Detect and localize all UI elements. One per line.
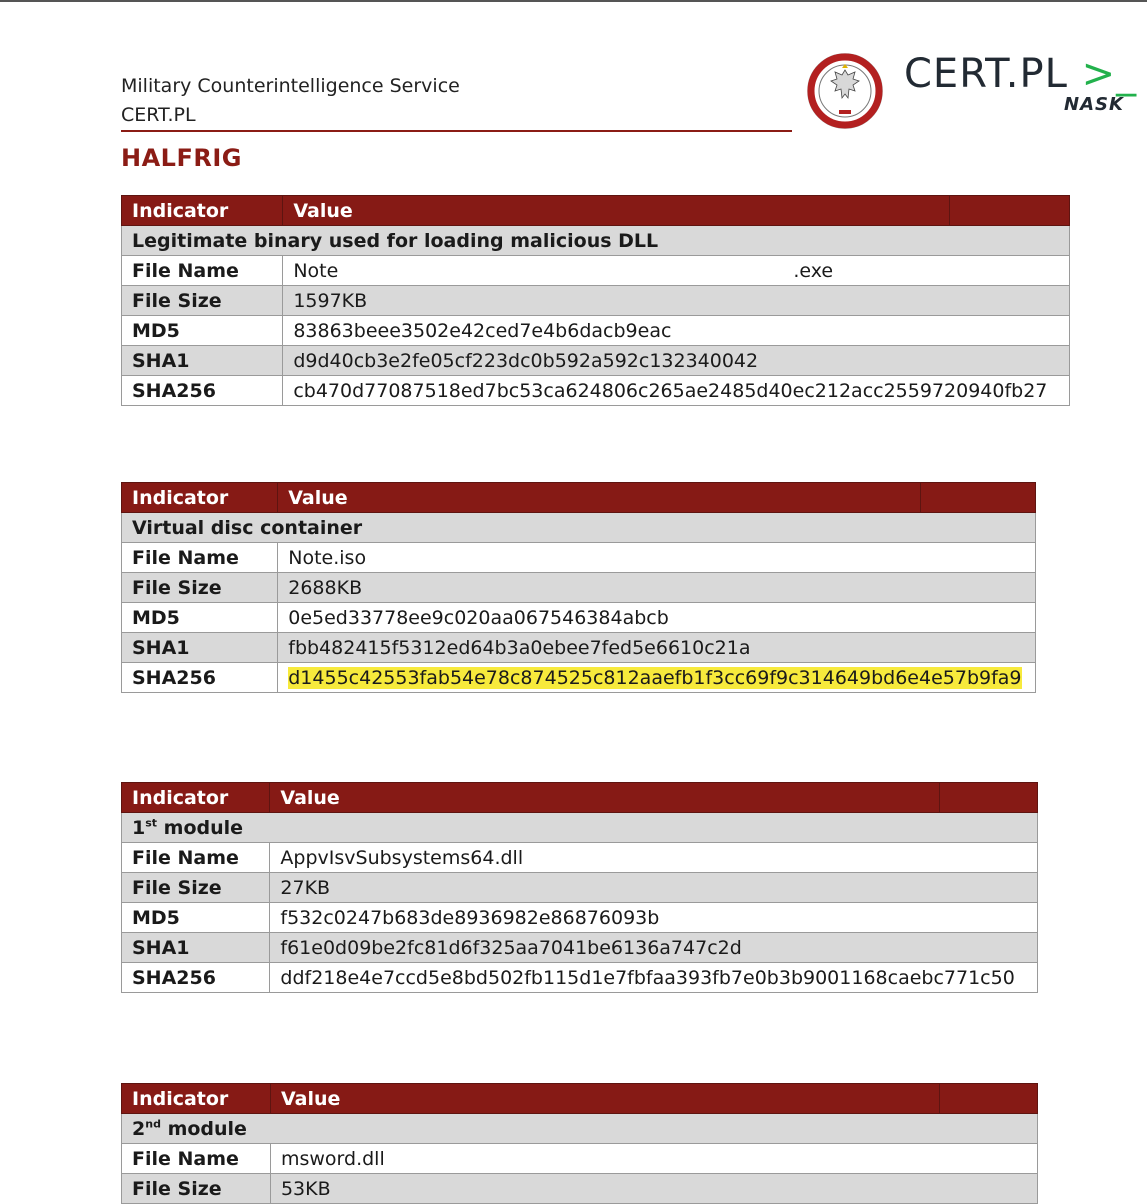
row-label: File Name [122,1144,271,1174]
ioc-table-2 [121,482,1036,693]
table-row [122,1174,1038,1204]
value-header: Value [283,196,950,226]
section-title [122,813,1038,843]
table-row [122,663,1036,693]
table-row [122,933,1038,963]
section-text: module [157,816,244,839]
nask-logo-text: NASK [1064,94,1124,115]
row-label: File Size [122,573,278,603]
md5-value: 0e5ed33778ee9c020aa067546384abcb [278,603,1036,633]
md5-value: f532c0247b683de8936982e86876093b [270,903,1038,933]
highlighted-hash: d1455c42553fab54e78c874525c812aaefb1f3cc69f9c314649bd6e4e57b9fa9 [288,666,1022,689]
table-row [122,603,1036,633]
file-size-value: 53KB [270,1174,1037,1204]
indicator-header: Indicator [122,1084,271,1114]
header-spacer [921,483,1036,513]
table-row [122,963,1038,993]
table-row [122,1144,1038,1174]
top-border [0,0,1147,2]
row-label: SHA1 [122,346,283,376]
sha1-value: fbb482415f5312ed64b3a0ebee7fed5e6610c21a [278,633,1036,663]
row-label: File Size [122,873,270,903]
section-text: module [160,1117,247,1140]
cert-logo-prompt: >_ [1081,51,1138,97]
section-row [122,226,1070,256]
table-row [122,573,1036,603]
sha256-value: ddf218e4e7ccd5e8bd502fb115d1e7fbfaa393fb7e0b3b9001168caebc771c50 [270,963,1038,993]
md5-value: 83863beee3502e42ced7e4b6dacb9eac [283,316,1070,346]
ioc-table-4 [121,1083,1038,1204]
table-header-row [122,1084,1038,1114]
indicator-header: Indicator [122,783,270,813]
row-label: File Size [122,1174,271,1204]
section-title: Legitimate binary used for loading malicious DLL [122,226,1070,256]
ioc-table-1 [121,195,1070,406]
cert-pl-logo [904,50,1138,115]
header-spacer [940,783,1038,813]
value-header: Value [270,783,940,813]
table-header-row [122,196,1070,226]
table-row [122,843,1038,873]
row-label: MD5 [122,903,270,933]
section-ordinal: st [145,816,158,830]
row-label: MD5 [122,316,283,346]
section-title [122,1114,1038,1144]
row-label: File Size [122,286,283,316]
sha256-value: cb470d77087518ed7bc53ca624806c265ae2485d40ec212acc2559720940fb27 [283,376,1070,406]
file-size-value: 1597KB [283,286,1070,316]
table-header-row [122,783,1038,813]
section-number: 1 [132,816,146,839]
sha256-value [278,663,1036,693]
file-name-prefix: Note [293,259,339,282]
indicator-header: Indicator [122,196,283,226]
row-label: SHA1 [122,633,278,663]
sha1-value: d9d40cb3e2fe05cf223dc0b592a592c132340042 [283,346,1070,376]
file-name-value: AppvIsvSubsystems64.dll [270,843,1038,873]
table-row [122,346,1070,376]
value-header: Value [278,483,921,513]
section-ordinal: nd [145,1117,161,1131]
ioc-table-3 [121,782,1038,993]
value-header: Value [270,1084,939,1114]
sha1-value: f61e0d09be2fc81d6f325aa7041be6136a747c2d [270,933,1038,963]
file-size-value: 27KB [270,873,1038,903]
table-header-row [122,483,1036,513]
table-row [122,903,1038,933]
file-size-value: 2688KB [278,573,1036,603]
row-label: SHA1 [122,933,270,963]
row-label: File Name [122,843,270,873]
table-row [122,286,1070,316]
section-row [122,813,1038,843]
header-spacer [950,196,1070,226]
organization-block [121,72,460,130]
table-row [122,316,1070,346]
section-number: 2 [132,1117,146,1140]
table-row [122,543,1036,573]
header-divider [121,130,792,132]
row-label: SHA256 [122,963,270,993]
header-spacer [940,1084,1038,1114]
table-row [122,256,1070,286]
file-name-suffix: .exe [793,259,834,282]
file-name-value: msword.dll [270,1144,1037,1174]
org-name: Military Counterintelligence Service [121,75,460,97]
indicator-header: Indicator [122,483,278,513]
cert-logo-text: CERT.PL [904,51,1068,97]
file-name-value: Note.iso [278,543,1036,573]
section-title: Virtual disc container [122,513,1036,543]
row-label: File Name [122,543,278,573]
row-label: SHA256 [122,376,283,406]
table-row [122,633,1036,663]
table-row [122,873,1038,903]
section-row [122,513,1036,543]
skw-seal-logo [806,52,884,130]
document-title: HALFRIG [121,144,242,172]
row-label: MD5 [122,603,278,633]
file-name-value [283,256,1070,286]
org-cert: CERT.PL [121,104,196,126]
row-label: File Name [122,256,283,286]
section-row [122,1114,1038,1144]
row-label: SHA256 [122,663,278,693]
table-row [122,376,1070,406]
